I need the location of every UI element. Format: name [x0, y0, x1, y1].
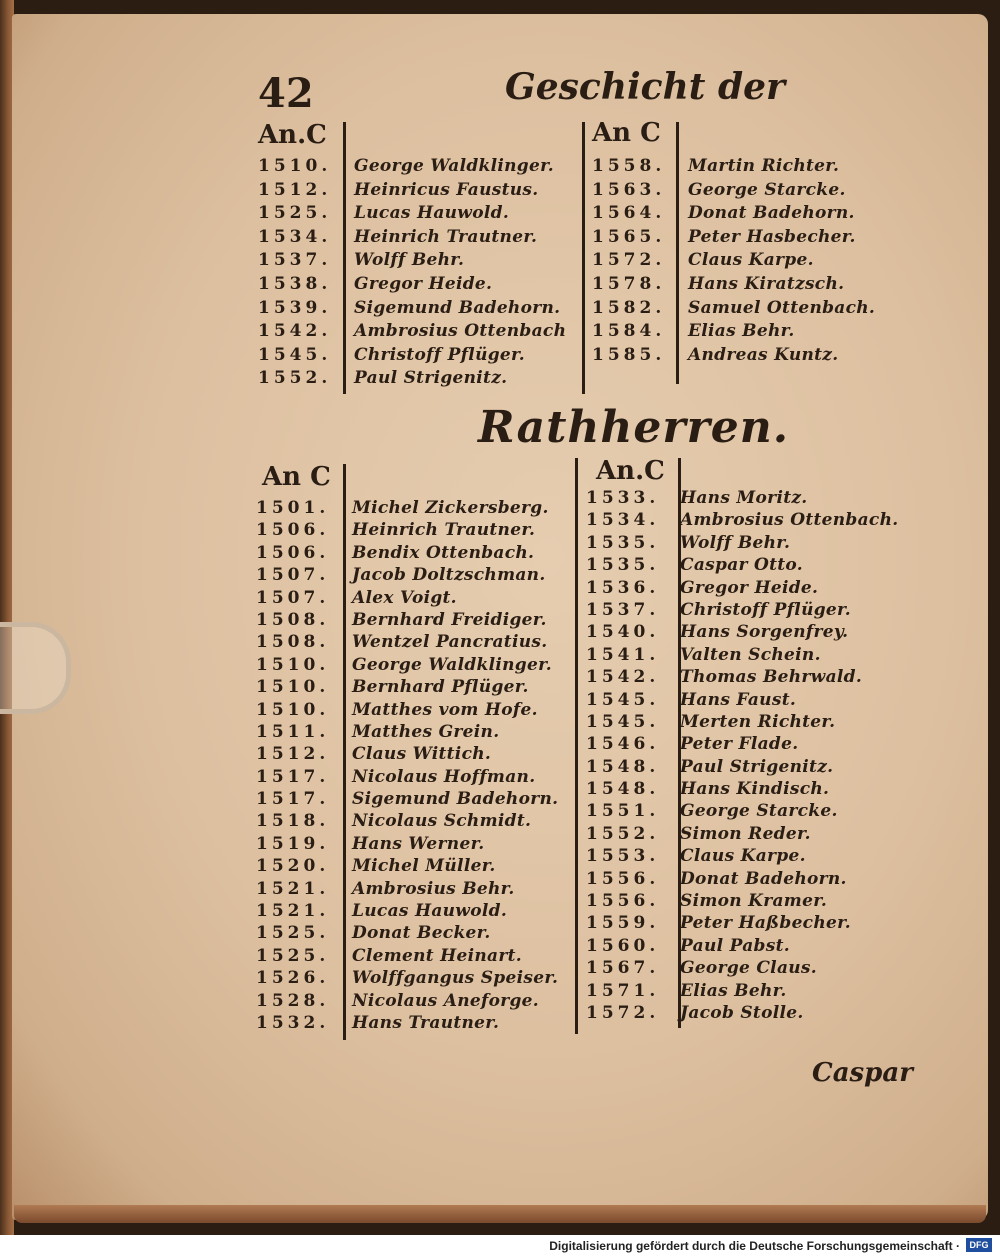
- year: 1526.: [256, 968, 330, 989]
- year: 1532.: [256, 1012, 330, 1033]
- person-name: Sigemund Badehorn.: [354, 297, 561, 318]
- year: 1564.: [592, 203, 666, 224]
- person-name: Donat Badehorn.: [688, 203, 855, 224]
- person-name: Ambrosius Ottenbach: [354, 321, 567, 342]
- year: 1538.: [258, 273, 332, 294]
- person-name: Michel Zickersberg.: [352, 498, 549, 518]
- list-item: [258, 345, 588, 369]
- person-name: Claus Karpe.: [680, 846, 806, 867]
- list-item: [256, 789, 576, 811]
- list-item: [586, 578, 916, 600]
- list-item: [592, 321, 892, 345]
- person-name: Claus Karpe.: [688, 250, 814, 271]
- person-name: George Waldklinger.: [354, 156, 554, 176]
- list-item: [592, 227, 892, 251]
- year: 1572.: [592, 250, 666, 271]
- list-item: [586, 622, 916, 644]
- list-item: [256, 744, 576, 766]
- list-item: [256, 946, 576, 968]
- year: 1508.: [256, 609, 330, 630]
- person-name: Peter Flade.: [680, 734, 799, 755]
- year: 1510.: [256, 677, 330, 698]
- person-name: Andreas Kuntz.: [688, 344, 839, 365]
- person-name: Jacob Stolle.: [680, 1002, 804, 1023]
- year: 1519.: [256, 833, 330, 854]
- person-name: Hans Trautner.: [352, 1012, 500, 1033]
- list-item: [586, 667, 916, 689]
- table1-right-head: An C: [592, 118, 661, 148]
- year: 1508.: [256, 632, 330, 653]
- person-name: Heinrich Trautner.: [352, 520, 536, 541]
- year: 1552.: [258, 368, 332, 389]
- list-item: [256, 968, 576, 990]
- year: 1533.: [586, 488, 660, 508]
- list-item: [586, 712, 916, 734]
- year: 1507.: [256, 565, 330, 586]
- list-item: [586, 913, 916, 935]
- list-item: [586, 958, 916, 980]
- list-item: [586, 757, 916, 779]
- person-name: Clement Heinart.: [352, 945, 522, 966]
- person-name: Christoff Pflüger.: [680, 599, 851, 620]
- person-name: Simon Reder.: [680, 823, 811, 844]
- year: 1542.: [258, 321, 332, 342]
- year: 1556.: [586, 868, 660, 889]
- list-item: [586, 510, 916, 532]
- year: 1542.: [586, 667, 660, 688]
- table1-left-list: [258, 156, 588, 392]
- year: 1584.: [592, 321, 666, 342]
- year: 1560.: [586, 935, 660, 956]
- person-name: Thomas Behrwald.: [680, 667, 863, 688]
- list-item: [592, 345, 892, 369]
- list-item: [258, 203, 588, 227]
- catchword: Caspar: [812, 1058, 913, 1088]
- year: 1510.: [256, 654, 330, 675]
- person-name: Nicolaus Schmidt.: [352, 811, 532, 832]
- year: 1535.: [586, 532, 660, 553]
- list-item: [586, 824, 916, 846]
- table2-right-head: An.C: [596, 456, 665, 486]
- list-item: [586, 488, 916, 510]
- list-item: [256, 498, 576, 520]
- person-name: Hans Kiratzsch.: [688, 273, 845, 294]
- year: 1553.: [586, 846, 660, 867]
- list-item: [586, 555, 916, 577]
- page-number: 42: [258, 70, 314, 117]
- person-name: Wolff Behr.: [354, 250, 465, 271]
- list-item: [256, 811, 576, 833]
- year: 1559.: [586, 913, 660, 934]
- year: 1525.: [256, 923, 330, 944]
- person-name: Gregor Heide.: [354, 273, 493, 294]
- list-item: [256, 588, 576, 610]
- list-item: [592, 203, 892, 227]
- list-item: [258, 368, 588, 392]
- year: 1537.: [586, 599, 660, 620]
- list-item: [586, 690, 916, 712]
- list-item: [256, 901, 576, 923]
- list-item: [586, 981, 916, 1003]
- list-item: [258, 227, 588, 251]
- person-name: Elias Behr.: [680, 980, 787, 1001]
- list-item: [256, 722, 576, 744]
- person-name: Christoff Pflüger.: [354, 344, 525, 365]
- year: 1572.: [586, 1002, 660, 1023]
- table1-right-list: [592, 156, 892, 368]
- table2-left-head: An C: [262, 462, 331, 492]
- list-item: [256, 610, 576, 632]
- person-name: Hans Moritz.: [680, 488, 808, 508]
- person-name: Valten Schein.: [680, 644, 821, 665]
- person-name: Paul Strigenitz.: [680, 756, 834, 777]
- year: 1578.: [592, 273, 666, 294]
- person-name: Sigemund Badehorn.: [352, 789, 559, 810]
- person-name: Paul Pabst.: [680, 935, 790, 956]
- person-name: Matthes vom Hofe.: [352, 699, 538, 720]
- person-name: Nicolaus Aneforge.: [352, 990, 540, 1011]
- person-name: Matthes Grein.: [352, 721, 500, 742]
- person-name: Heinrich Trautner.: [354, 226, 538, 247]
- table1-left-head: An.C: [258, 120, 327, 150]
- year: 1536.: [586, 577, 660, 598]
- year: 1582.: [592, 297, 666, 318]
- year: 1558.: [592, 156, 666, 176]
- list-item: [586, 801, 916, 823]
- year: 1518.: [256, 811, 330, 832]
- list-item: [256, 834, 576, 856]
- person-name: Wolffgangus Speiser.: [352, 968, 559, 989]
- list-item: [586, 645, 916, 667]
- year: 1507.: [256, 587, 330, 608]
- person-name: Ambrosius Ottenbach.: [680, 510, 899, 531]
- year: 1521.: [256, 901, 330, 922]
- list-item: [586, 533, 916, 555]
- person-name: Elias Behr.: [688, 321, 795, 342]
- year: 1552.: [586, 823, 660, 844]
- year: 1546.: [586, 734, 660, 755]
- person-name: George Starcke.: [688, 179, 846, 200]
- person-name: Peter Hasbecher.: [688, 226, 856, 247]
- year: 1512.: [256, 744, 330, 765]
- year: 1510.: [256, 699, 330, 720]
- year: 1501.: [256, 498, 330, 518]
- person-name: Peter Haßbecher.: [680, 913, 852, 934]
- year: 1520.: [256, 856, 330, 877]
- list-item: [258, 156, 588, 180]
- person-name: Lucas Hauwold.: [352, 901, 508, 922]
- person-name: Lucas Hauwold.: [354, 203, 510, 224]
- person-name: Wolff Behr.: [680, 532, 791, 553]
- person-name: Donat Becker.: [352, 923, 491, 944]
- person-name: Gregor Heide.: [680, 577, 819, 598]
- year: 1545.: [586, 711, 660, 732]
- person-name: Heinricus Faustus.: [354, 179, 539, 200]
- list-item: [586, 1003, 916, 1025]
- year: 1585.: [592, 344, 666, 365]
- list-item: [256, 543, 576, 565]
- dfg-logo: DFG: [966, 1238, 992, 1252]
- list-item: [586, 846, 916, 868]
- person-name: Bendix Ottenbach.: [352, 542, 535, 563]
- list-item: [586, 891, 916, 913]
- year: 1506.: [256, 520, 330, 541]
- list-item: [256, 520, 576, 542]
- person-name: George Waldklinger.: [352, 654, 552, 675]
- year: 1528.: [256, 990, 330, 1011]
- year: 1537.: [258, 250, 332, 271]
- list-item: [586, 936, 916, 958]
- person-name: Samuel Ottenbach.: [688, 297, 876, 318]
- year: 1510.: [258, 156, 332, 176]
- list-item: [258, 250, 588, 274]
- list-item: [256, 700, 576, 722]
- year: 1556.: [586, 891, 660, 912]
- year: 1551.: [586, 801, 660, 822]
- person-name: Merten Richter.: [680, 711, 836, 732]
- year: 1517.: [256, 766, 330, 787]
- year: 1545.: [258, 344, 332, 365]
- list-item: [586, 779, 916, 801]
- person-name: George Starcke.: [680, 801, 838, 822]
- person-name: Wentzel Pancratius.: [352, 632, 548, 653]
- person-name: Bernhard Pflüger.: [352, 677, 529, 698]
- person-name: Hans Faust.: [680, 689, 797, 710]
- year: 1535.: [586, 555, 660, 576]
- year: 1525.: [258, 203, 332, 224]
- year: 1548.: [586, 756, 660, 777]
- page-edge-bottom: [14, 1205, 986, 1223]
- list-item: [592, 180, 892, 204]
- person-name: Caspar Otto.: [680, 555, 803, 576]
- year: 1548.: [586, 779, 660, 800]
- list-item: [592, 250, 892, 274]
- table2-right-list: [586, 488, 916, 1025]
- list-item: [256, 1013, 576, 1035]
- year: 1534.: [258, 226, 332, 247]
- paper-clip-icon: [0, 622, 71, 714]
- list-item: [256, 879, 576, 901]
- list-item: [256, 767, 576, 789]
- list-item: [258, 274, 588, 298]
- list-item: [256, 565, 576, 587]
- person-name: Martin Richter.: [688, 156, 840, 176]
- list-item: [592, 156, 892, 180]
- person-name: Bernhard Freidiger.: [352, 609, 547, 630]
- section-title: Rathherren.: [478, 402, 790, 453]
- table2-left-list: [256, 498, 576, 1035]
- year: 1534.: [586, 510, 660, 531]
- list-item: [256, 632, 576, 654]
- running-title: Geschicht der: [505, 66, 785, 108]
- list-item: [256, 655, 576, 677]
- list-item: [592, 298, 892, 322]
- year: 1506.: [256, 542, 330, 563]
- year: 1512.: [258, 179, 332, 200]
- footer-credit: Digitalisierung gefördert durch die Deutsche Forschungsgemeinschaft ·: [549, 1239, 960, 1253]
- footer: [0, 1235, 1000, 1258]
- year: 1511.: [256, 721, 330, 742]
- person-name: Alex Voigt.: [352, 587, 457, 608]
- list-item: [592, 274, 892, 298]
- person-name: Paul Strigenitz.: [354, 368, 508, 389]
- list-item: [586, 734, 916, 756]
- year: 1540.: [586, 622, 660, 643]
- person-name: Michel Müller.: [352, 856, 496, 877]
- person-name: Hans Sorgenfrey.: [680, 622, 849, 643]
- person-name: Nicolaus Hoffman.: [352, 766, 536, 787]
- year: 1545.: [586, 689, 660, 710]
- year: 1517.: [256, 789, 330, 810]
- list-item: [258, 180, 588, 204]
- list-item: [258, 298, 588, 322]
- year: 1567.: [586, 958, 660, 979]
- person-name: Claus Wittich.: [352, 744, 492, 765]
- person-name: George Claus.: [680, 958, 818, 979]
- list-item: [256, 991, 576, 1013]
- list-item: [586, 869, 916, 891]
- person-name: Ambrosius Behr.: [352, 878, 515, 899]
- person-name: Hans Kindisch.: [680, 779, 830, 800]
- list-item: [256, 677, 576, 699]
- list-item: [256, 856, 576, 878]
- year: 1565.: [592, 226, 666, 247]
- person-name: Simon Kramer.: [680, 891, 828, 912]
- year: 1539.: [258, 297, 332, 318]
- list-item: [586, 600, 916, 622]
- year: 1571.: [586, 980, 660, 1001]
- year: 1541.: [586, 644, 660, 665]
- list-item: [258, 321, 588, 345]
- year: 1521.: [256, 878, 330, 899]
- person-name: Jacob Doltzschman.: [352, 565, 546, 586]
- year: 1563.: [592, 179, 666, 200]
- person-name: Donat Badehorn.: [680, 868, 847, 889]
- person-name: Hans Werner.: [352, 833, 485, 854]
- list-item: [256, 923, 576, 945]
- year: 1525.: [256, 945, 330, 966]
